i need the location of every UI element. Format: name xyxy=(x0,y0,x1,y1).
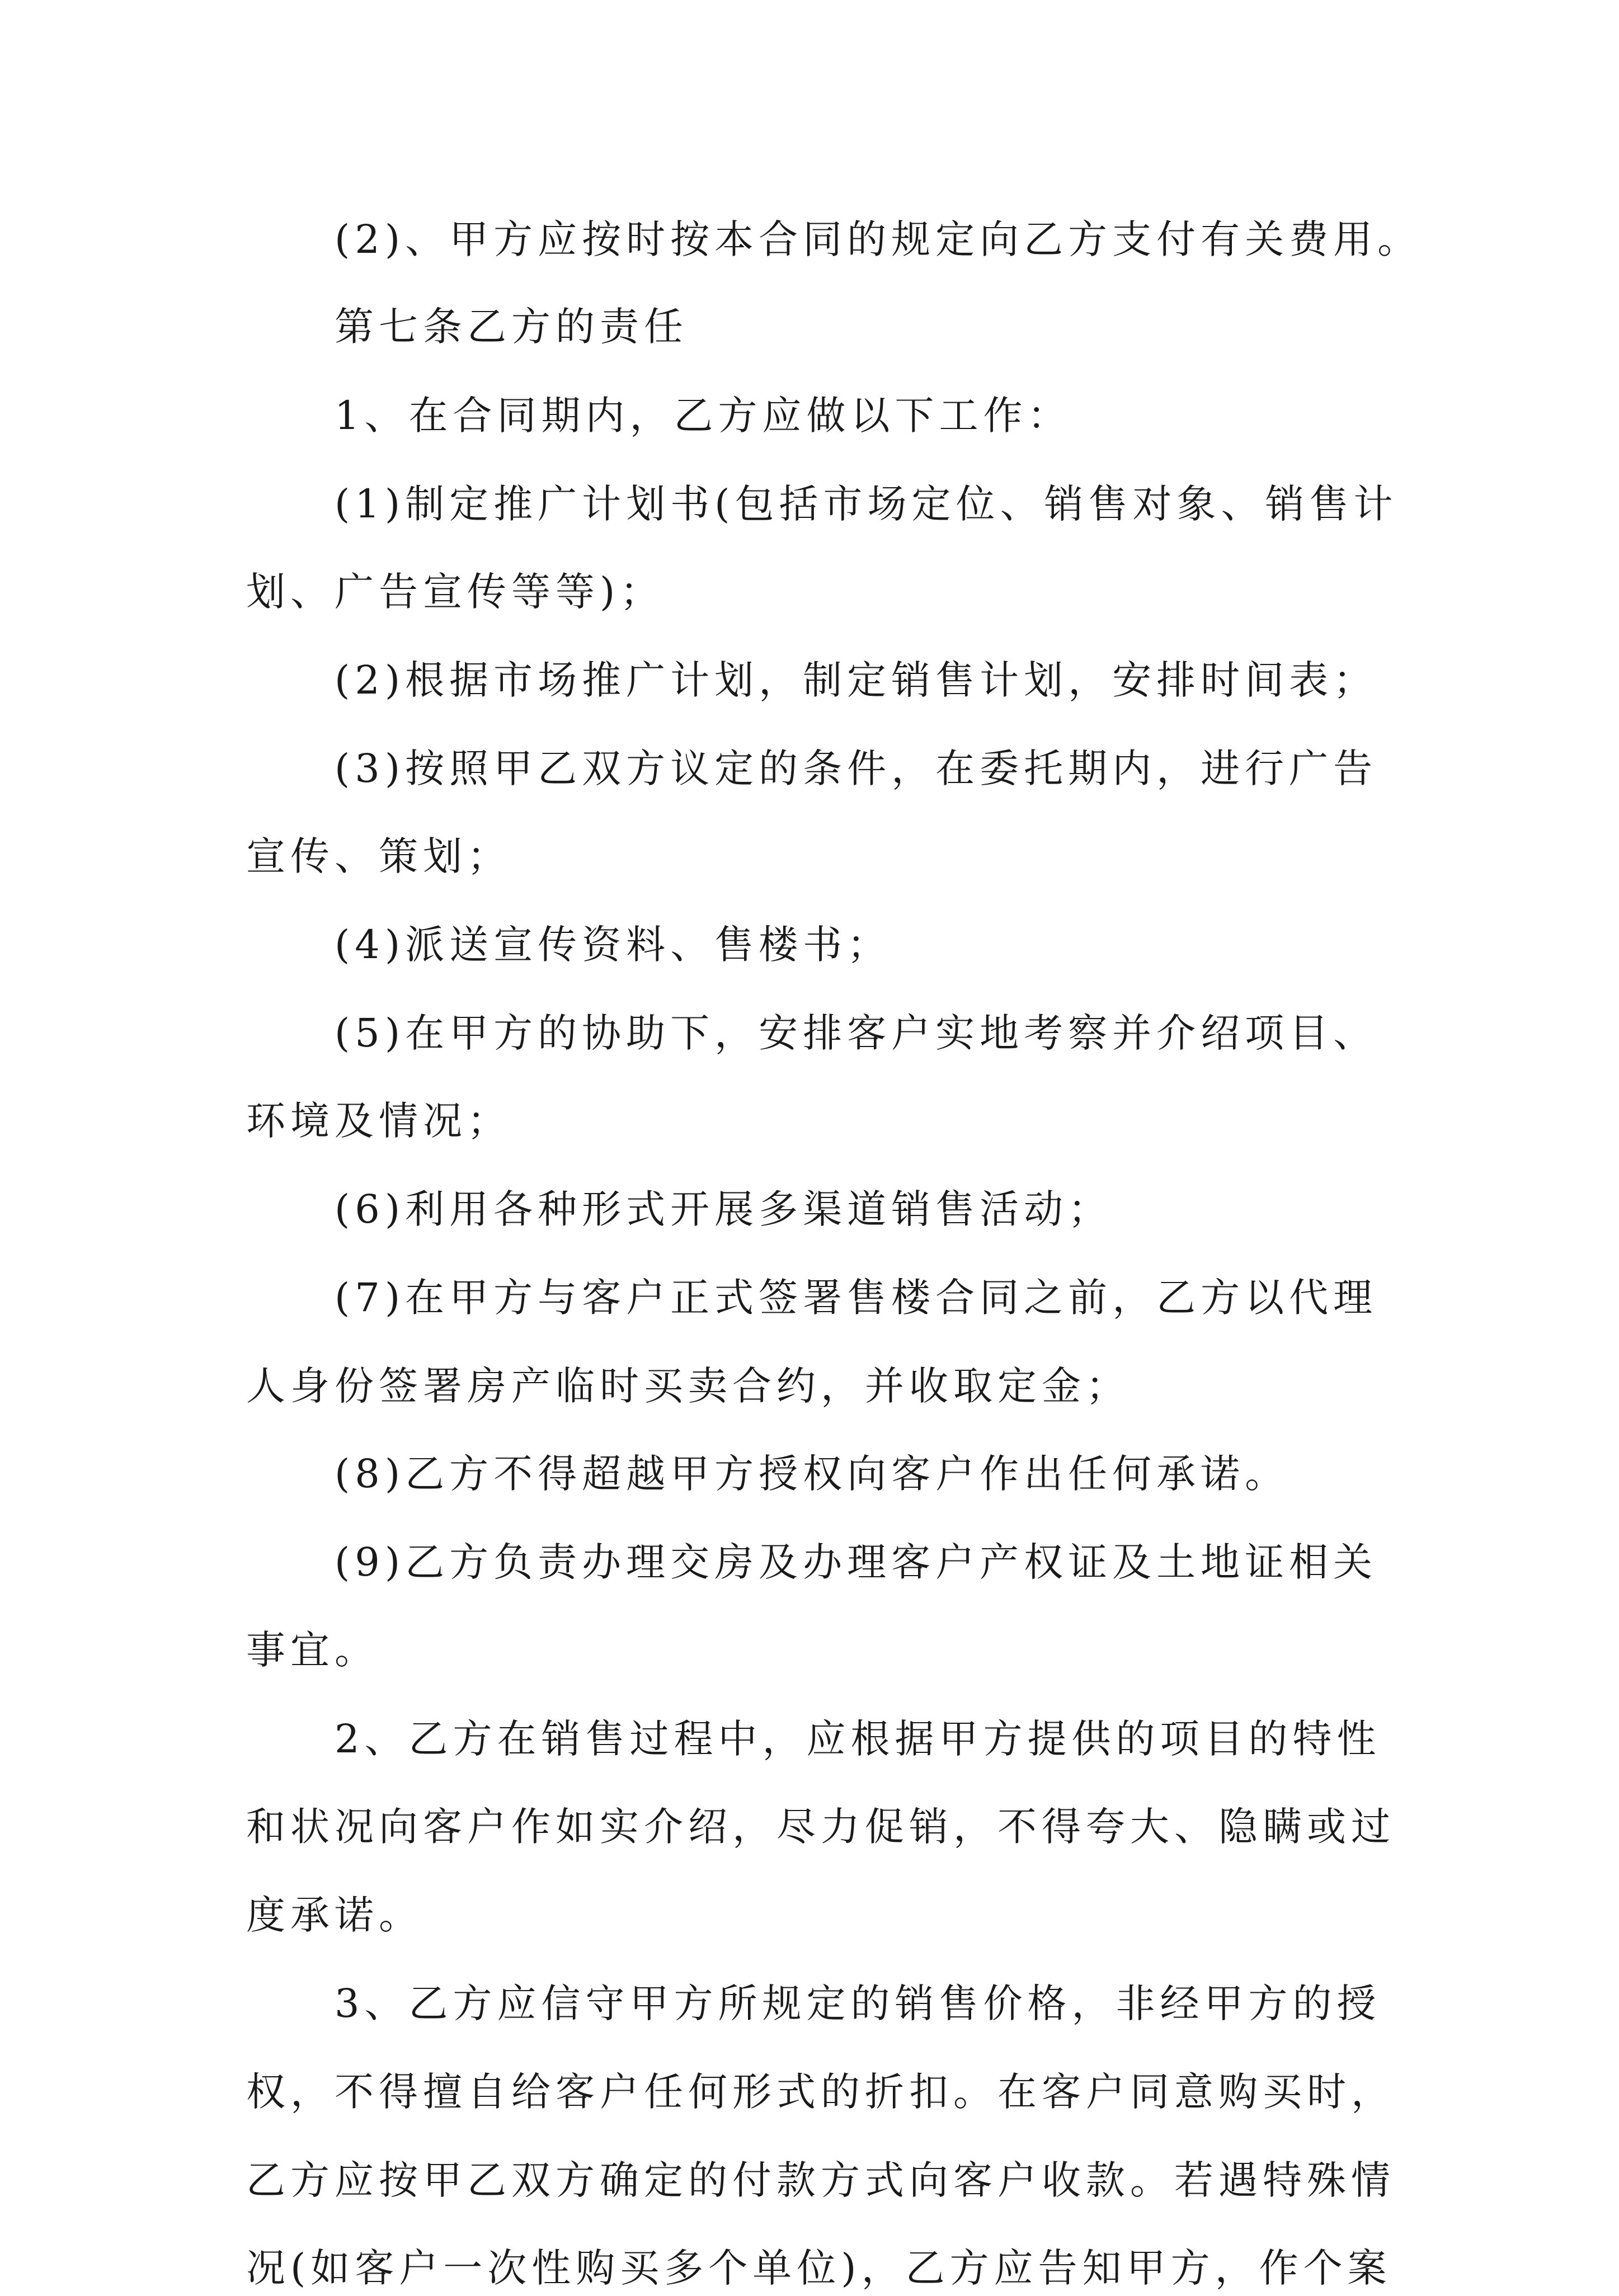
text-line: (2)、甲方应按时按本合同的规定向乙方支付有关费用。 xyxy=(335,216,1422,262)
text-line: (1)制定推广计划书(包括市场定位、销售对象、销售计 xyxy=(335,481,1398,527)
text-line: (7)在甲方与客户正式签署售楼合同之前，乙方以代理 xyxy=(335,1275,1378,1321)
text-line: (2)根据市场推广计划，制定销售计划，安排时间表； xyxy=(335,657,1378,703)
section-heading: 第七条乙方的责任 xyxy=(335,304,688,350)
text-line: (6)利用各种形式开展多渠道销售活动； xyxy=(335,1186,1113,1232)
text-line: 1、在合同期内，乙方应做以下工作： xyxy=(335,393,1072,439)
text-line: (3)按照甲乙双方议定的条件，在委托期内，进行广告 xyxy=(335,746,1378,791)
text-line: 宣传、策划； xyxy=(246,833,511,879)
text-line: 3、乙方应信守甲方所规定的销售价格，非经甲方的授 xyxy=(335,1981,1381,2026)
text-line: 2、乙方在销售过程中，应根据甲方提供的项目的特性 xyxy=(335,1716,1381,1762)
text-line: 况(如客户一次性购买多个单位)，乙方应告知甲方，作个案 xyxy=(246,2245,1392,2291)
text-line: 权，不得擅自给客户任何形式的折扣。在客户同意购买时， xyxy=(246,2069,1395,2115)
text-line: 事宜。 xyxy=(246,1627,379,1673)
text-line: 人身份签署房产临时买卖合约，并收取定金； xyxy=(246,1363,1130,1409)
text-line: 环境及情况； xyxy=(246,1098,511,1144)
text-line: (4)派送宣传资料、售楼书； xyxy=(335,922,892,968)
text-line: 度承诺。 xyxy=(246,1892,423,1938)
text-line: (5)在甲方的协助下，安排客户实地考察并介绍项目、 xyxy=(335,1010,1378,1056)
text-line: 划、广告宣传等等)； xyxy=(246,569,665,615)
text-line: (8)乙方不得超越甲方授权向客户作出任何承诺。 xyxy=(335,1451,1289,1497)
text-line: 乙方应按甲乙双方确定的付款方式向客户收款。若遇特殊情 xyxy=(246,2157,1395,2203)
text-line: 和状况向客户作如实介绍，尽力促销，不得夸大、隐瞒或过 xyxy=(246,1804,1395,1850)
text-line: (9)乙方负责办理交房及办理客户产权证及土地证相关 xyxy=(335,1539,1378,1585)
